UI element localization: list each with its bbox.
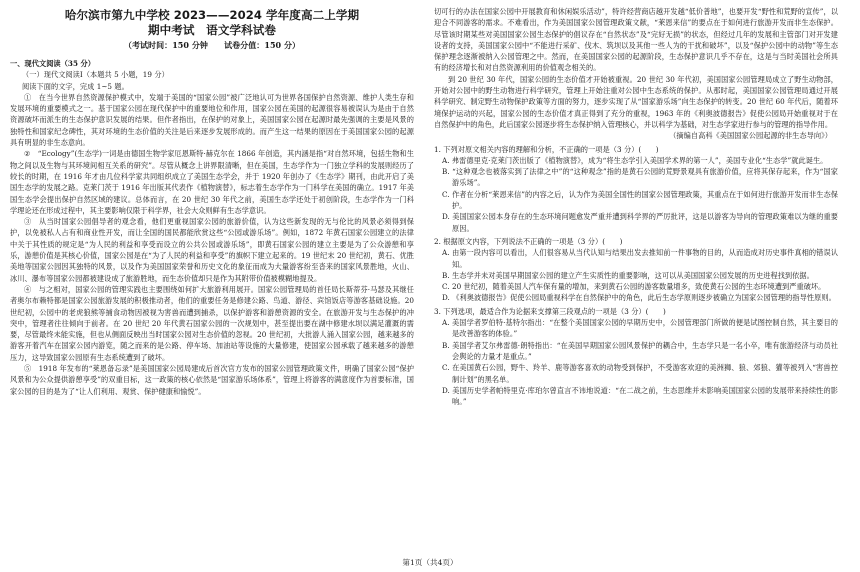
question-block bbox=[434, 236, 838, 304]
question-option: C. 20 世纪初，随着美国人汽车保有量的增加，来到黄石公园的游客数量增多，致使黄石公园的生态环境遭到严重破坏。 bbox=[442, 282, 826, 292]
question-option: B. 生态学并未对美国早期国家公园的建立产生实质性的重要影响，这可以从美国国家公园发展的历史进程找到依据。 bbox=[442, 270, 814, 280]
question-option: A. 美国学者罗伯特·基特尔指出：“在整个美国国家公园的早期历史中，公园管理部门所做的便是试图控制自然，其主要目的是改善游客的体验。” bbox=[442, 318, 838, 339]
right-column bbox=[434, 6, 838, 407]
passage-paragraph: ① 在当今世界自然资源保护模式中，发端于美国的“国家公园”被广泛地认可为世界各国保护自然资源、维护人类生存和发展环境的重要模式之一。基于国家公园在现代保护中的重要地位和作用，国家公园在美国的起源很容易被误认为是由于自然资源破坏而派生的生态保护意识发展的结果。但作者指出，在保护的对象上，美国国家公园在起源时最先强调的主要是风景的独特性和国家纪念碑性，其对环境的生态价值的关注是后来逐步发展形成的。而产生这一结果的原因在于美国国家公园的起源具有明显的非生态意向。 bbox=[10, 92, 414, 148]
question-option: D. 美国历史学者帕特里克·库珀尔曾直言不讳地说道：“在二战之前，生态思维并未影响美国国家公园的发展带来持续性的影响。” bbox=[442, 385, 838, 407]
question-option: A. 由第一段内容可以看出，人们很容易从当代认知与结果出发去推知前一件事物的目的，从而造成对历史事件真相的错误认知。 bbox=[442, 248, 838, 269]
section-subheading: （一）现代文阅读Ⅰ（本题共 5 小题，19 分） bbox=[22, 70, 169, 80]
page-footer: 第1页（共4页） bbox=[402, 558, 458, 567]
passage-paragraph: 到 20 世纪 30 年代，国家公园的生态价值才开始被重视。20 世纪 30 年代初，美国国家公园管理局成立了野生动物部，开始对公园中的野生动物进行科学研究，管理上开始注重对公园中生态系统的保护。从那时起，美国国家公园管理局通过开展科学研究、制定野生动物保护政策等方面的努力，逐步实现了从“国家游乐场”向生态保护的转变。20 世纪 60 年代后，随着环境保护运动的兴起，国家公园的生态价值才真正得到了充分的重视，1963 年的《利奥波德报告》促使公园局开始重视对于在自然保护中的角色，此后国家公园逐步将生态保护纳入管理核心，并以科学为基础，对生态学家进行参与的管理的指导作用。 bbox=[434, 74, 838, 129]
section-heading: 一、现代文阅读（35 分） bbox=[10, 59, 96, 68]
question-option: B. “这种观念也被落实到了法律之中”的“这种观念”指的是黄石公园的荒野景观具有旅游价值，应将其保存起来，作为“国家游乐场”。 bbox=[442, 167, 838, 188]
passage-paragraph: ② “Ecology”(生态学)一词是由德国生物学家厄恩斯特·赫克尔在 1866 年创造，其内涵是指“对自然环境，包括生物和生物之间以及生物与其环境间相互关系的研究”。尽管从概念上讲界限清晰，但在美国，生态学作为一门独立学科的发展则经历了较长的时期，在 1916 年才由几位科学家共同组织成立了美国生态学会，并于 1920 年创办了《生态学》期刊，由此开启了美国生态学的发展之路。克莱门茨于 1916 年出版其代表作《植物演替》，标志着生态学作为一门科学在美国的确立。1917 年美国生态学会提出保护自然区域的建议。总体而言，在 20 世纪 30 年代之前，美国生态学还处于初创阶段，生态学作为一门科学理论还在形成过程中，其主要影响仅限于科学界，社会大众则鲜有生态学意识。 bbox=[10, 149, 414, 215]
question-block bbox=[434, 144, 838, 234]
passage-paragraph: 切可行的办法在国家公园中开展教育和休闲娱乐活动”，特许经营商店越开发越“低价普地”，也要开发“野性和荒野的宣传”，以迎合不同游客的需求。不难看出，作为美国国家公园管理政策文献，“莱恩来信”的要点在于如何进行旅游开发而非生态保护。尽管该时期某些对美国国家公园生态保护的倡议存在“自然状态”及“完好无损”的状态，但经过几年的发展和主管部门对开发建设者的支持，美国国家公园中“不能进行采矿、伐木、筑坝以及其他一些人为的干扰和破坏”，以及“保护公园中的动物”等生态保护理念逐渐被纳入公园管理之中。然而，在美国国家公园的起源阶段，生态保护意识几乎不存在，这是与当时美国社会所具有的经济增长和对自然资源利用的价值观念相关的。 bbox=[434, 7, 838, 73]
question-option: D. 美国国家公园本身存在的生态环境问题愈发严重并遭到科学界的严厉批评，这是以游客为导向的管理政策难以为继的重要原因。 bbox=[442, 212, 838, 233]
question-option: A. 弗雷德里克·克莱门茨出版了《植物演替》，成为“将生态学引入美国学术界的第一人”，美国专业化“生态学”就此诞生。 bbox=[442, 155, 828, 165]
question-option: B. 美国学者艾尔弗雷德·朗特指出：“在美国早期国家公园风景保护的耦合中，生态学只是一名小卒，唯有旅游经济与动员社会舆论的力量才是重点。” bbox=[442, 340, 838, 361]
question-option: D. 《利奥波德报告》促使公园局重视科学在自然保护中的角色，此后生态学原则逐步被确立为国家公园管理的指导性原则。 bbox=[442, 293, 836, 303]
passage-paragraph: ⑤ 1918 年发布的“莱恩备忘录”是美国国家公园局建成后首次官方发布的国家公园管理政策文件，明确了国家公园“保护风景和为公众提供游憩享受”的双重目标，这一政策的核心依然是“国家游乐场体系”，管理上将游客的满意度作为首要标准，国家公园的目的是为了“让人们利用、观赏、保护健康和愉悦”。 bbox=[10, 364, 414, 396]
question-option: C. 在美国黄石公园，野牛、羚羊、鹿等游客喜欢的动物受到保护，不受游客欢迎的美洲狮、狼、郊狼、獾等被列入“害兽控制计划”的黑名单。 bbox=[442, 363, 838, 384]
question-option: C. 作者在分析“莱恩来信”的内容之后，认为作为美国全国性的国家公园管理政策，其重点在于如何进行旅游开发而非生态保护。 bbox=[442, 189, 838, 211]
source-credit: （摘编自高科《美国国家公园起源的非生态导向》） bbox=[669, 131, 832, 141]
instruction: 阅读下面的文字，完成 1~5 题。 bbox=[22, 81, 129, 91]
passage-paragraph: ③ 从当时国家公园倡导者的观念看，他们更重视国家公园的旅游价值，认为这些新发现的无与伦比的风景必须得到保护，以免被私人占有和商业性开发，而让全国的国民都能欣赏这些“公园或游乐场”。例如，1872 年黄石国家公园建立的法律中关于其性质的规定是“为人民的利益和享受而设立的公共公园或游乐场”，即黄石国家公园的建立主要是为了公众游憩和享乐，游憩价值是其核心价值，国家公园是在“为了人民的利益和享受”的旗帜下建立起来的。19 世纪末 20 世纪初，黄石、优胜美地等国家公园因其独特的风景，以及作为美国国家荣誉和历史文化的象征而成为大量游客纷至沓来的国家风景胜地，火山、冰川、瀑布等国家公园都被建设成了旅游胜地，而生态价值却只是作为其附带价值被模糊地提及。 bbox=[10, 217, 414, 283]
question-block bbox=[434, 306, 838, 408]
question-stem: 1. 下列对原文相关内容的理解和分析，不正确的一项是（3 分）( ) bbox=[434, 144, 659, 154]
question-stem: 2. 根据原文内容，下列说法不正确的一项是（3 分）( ) bbox=[434, 236, 623, 246]
question-stem: 3. 下列选项，最适合作为论据来支撑第三段观点的一项是（3 分）( ) bbox=[434, 306, 666, 316]
passage-paragraph: ④ 与之相对，国家公园的管理实践也主要围绕如何扩大旅游利用展开。国家公园管理局的首任局长斯蒂芬·马瑟及其继任者奥尔布赖特都是国家公园旅游发展的积极推动者，他们的重要任务是修建公路、鸟道、游径、宾馆饭店等游客基础设施。20 世纪初，公园中的老虎狼熊等捕食动物因被视为害兽而遭到捕杀，以保护游客和游憩资源的安全。在旅游开发与生态保护的冲突中，管理者往往倾向于前者。在 20 世纪 20 年代黄石国家公园的一次规划中，甚至提出要在湖中修建水坝以满足灌溉的需要，尽管最终未能实施，但也从侧面反映出当时国家公园对生态价值的忽视。20 世纪初，大批游人涌入国家公园，越来越多的游客开着汽车在国家公园内游览，随之而来的是公路、停车场、加油站等设施的大量修建，使国家公园承载了越来越多的游憩压力，这导致国家公园原有生态系统遭到了破坏。 bbox=[10, 284, 414, 362]
exam-info: （考试时间：150 分钟 试卷分值：150 分） bbox=[123, 40, 301, 50]
exam-title: 期中考试 语文学科试卷 bbox=[147, 23, 277, 37]
left-column bbox=[10, 8, 414, 397]
school-title: 哈尔滨市第九中学校 2023——2024 学年度高二上学期 bbox=[64, 8, 360, 22]
